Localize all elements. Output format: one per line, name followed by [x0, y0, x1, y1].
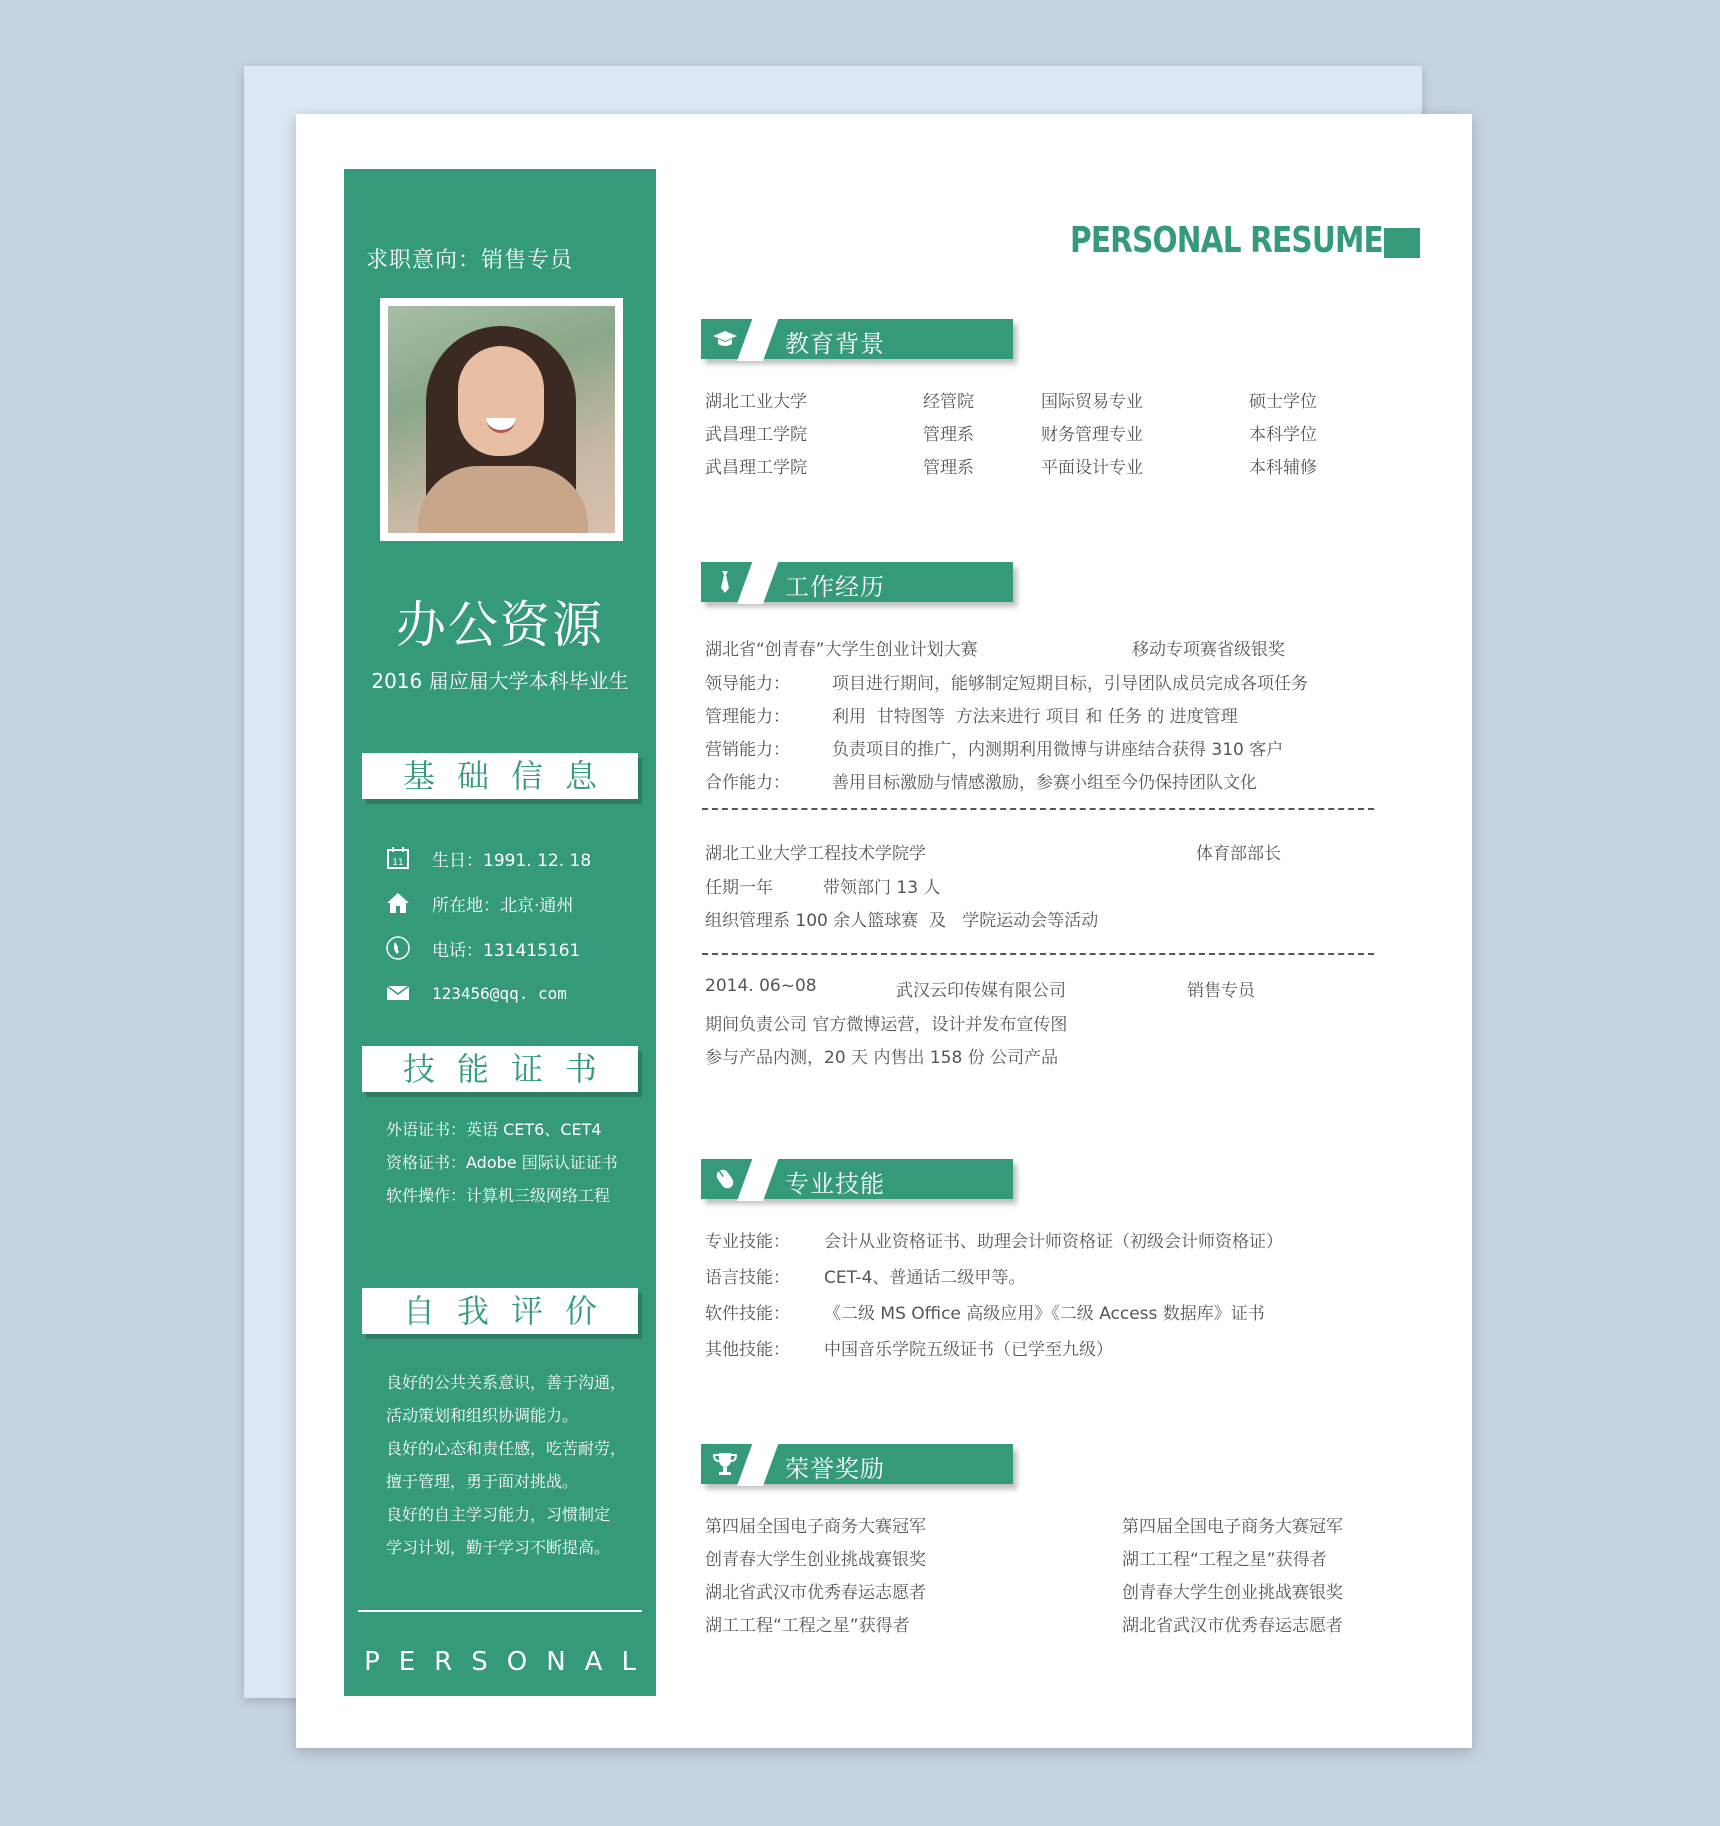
- job3-company: 武汉云印传媒有限公司: [896, 981, 1066, 1001]
- job1-text: 项目进行期间，能够制定短期目标，引导团队成员完成各项任务: [832, 674, 1308, 694]
- sidebar-divider: [358, 1610, 642, 1612]
- birthday-text: 生日：1991. 12. 18: [432, 850, 592, 871]
- honor-item: 湖工工程“工程之星”获得者: [1122, 1550, 1327, 1570]
- email-text: 123456@qq. com: [432, 983, 567, 1003]
- skills-heading: [701, 1159, 1013, 1199]
- skill-label: 语言技能：: [705, 1268, 790, 1288]
- job1-text: 负责项目的推广，内测期利用微博与讲座结合获得 310 客户: [832, 740, 1284, 760]
- location-text: 所在地：北京·通州: [432, 895, 574, 916]
- honors-heading: [701, 1444, 1013, 1484]
- education-heading-text: 教育背景: [785, 330, 885, 358]
- skill-text: 《二级 MS Office 高级应用》《二级 Access 数据库》证书: [824, 1304, 1265, 1324]
- phone-text: 电话：131415161: [432, 940, 581, 961]
- resume-page: [296, 114, 1472, 1748]
- dashed-divider: [702, 953, 1374, 955]
- job1-label: 营销能力：: [705, 740, 790, 760]
- evaluation-line: 良好的心态和责任感，吃苦耐劳，: [386, 1439, 627, 1458]
- edu-school: 武昌理工学院: [705, 425, 807, 445]
- honors-heading-text: 荣誉奖励: [785, 1455, 885, 1483]
- edu-degree: 本科辅修: [1249, 458, 1317, 478]
- self-evaluation-title: 自我评价: [362, 1288, 638, 1334]
- job1-label: 合作能力：: [705, 773, 790, 793]
- evaluation-line: 活动策划和组织协调能力。: [386, 1406, 579, 1425]
- job1-text: 善用目标激励与情感激励，参赛小组至今仍保持团队文化: [832, 773, 1257, 793]
- svg-text:11: 11: [392, 858, 404, 868]
- trophy-icon: [711, 1450, 739, 1478]
- cert-line: 外语证书：英语 CET6、CET4: [386, 1120, 602, 1139]
- honor-item: 创青春大学生创业挑战赛银奖: [705, 1550, 926, 1570]
- honor-item: 第四届全国电子商务大赛冠军: [705, 1517, 926, 1537]
- skill-label: 软件技能：: [705, 1304, 790, 1324]
- skill-text: 中国音乐学院五级证书（已学至九级）: [824, 1340, 1113, 1360]
- email-row: [386, 979, 567, 1007]
- edu-school: 湖北工业大学: [705, 392, 807, 412]
- job2-activities: 组织管理系 100 余人篮球赛 及 学院运动会等活动: [705, 911, 1099, 931]
- resume-title: PERSONAL RESUME: [1070, 220, 1383, 261]
- job2-title: 湖北工业大学工程技术学院学: [705, 844, 926, 864]
- honor-item: 创青春大学生创业挑战赛银奖: [1122, 1583, 1343, 1603]
- evaluation-line: 擅于管理，勇于面对挑战。: [386, 1472, 579, 1491]
- job3-detail: 期间负责公司 官方微博运营，设计并发布宣传图: [705, 1015, 1068, 1035]
- tie-icon: [711, 568, 739, 596]
- honor-item: 湖工工程“工程之星”获得者: [705, 1616, 910, 1636]
- job3-role: 销售专员: [1187, 981, 1255, 1001]
- job1-label: 管理能力：: [705, 707, 790, 727]
- work-heading-text: 工作经历: [785, 573, 885, 601]
- location-row: [386, 889, 573, 917]
- job2-team: 带领部门 13 人: [823, 878, 941, 898]
- dashed-divider: [702, 808, 1374, 810]
- edu-major: 国际贸易专业: [1041, 392, 1143, 412]
- basic-info-title: 基础信息: [362, 753, 638, 799]
- certificates-title: 技能证书: [362, 1046, 638, 1092]
- job1-text: 利用 甘特图等 方法来进行 项目 和 任务 的 进度管理: [832, 707, 1238, 727]
- honor-item: 湖北省武汉市优秀春运志愿者: [1122, 1616, 1343, 1636]
- job-intent: 求职意向：销售专员: [366, 248, 574, 273]
- honor-item: 湖北省武汉市优秀春运志愿者: [705, 1583, 926, 1603]
- cert-line: 软件操作：计算机三级网络工程: [386, 1186, 611, 1205]
- evaluation-line: 良好的自主学习能力，习惯制定: [386, 1505, 611, 1524]
- edu-degree: 本科学位: [1249, 425, 1317, 445]
- home-icon: [386, 891, 410, 915]
- job1-title: 湖北省“创青春”大学生创业计划大赛: [705, 640, 978, 660]
- skill-text: CET-4、普通话二级甲等。: [824, 1268, 1026, 1288]
- graduation-cap-icon: [711, 325, 739, 353]
- evaluation-line: 学习计划，勤于学习不断提高。: [386, 1538, 611, 1557]
- phone-icon: [386, 936, 410, 960]
- portrait: [388, 306, 615, 533]
- education-heading: [701, 319, 1013, 359]
- calendar-icon: [386, 846, 410, 870]
- sidebar: [344, 169, 656, 1696]
- phone-row: [386, 934, 580, 962]
- cert-line: 资格证书：Adobe 国际认证证书: [386, 1153, 618, 1172]
- edu-school: 武昌理工学院: [705, 458, 807, 478]
- job3-date: 2014. 06~08: [705, 976, 817, 996]
- title-square: [1384, 228, 1420, 258]
- job2-term: 任期一年: [705, 878, 773, 898]
- job1-label: 领导能力：: [705, 674, 790, 694]
- edu-degree: 硕士学位: [1249, 392, 1317, 412]
- edu-major: 平面设计专业: [1041, 458, 1143, 478]
- graduate-info: 2016 届应届大学本科毕业生: [371, 669, 629, 693]
- birthday-row: [386, 844, 591, 872]
- candidate-name: 办公资源: [396, 596, 604, 654]
- honor-item: 第四届全国电子商务大赛冠军: [1122, 1517, 1343, 1537]
- sidebar-footer: PERSONAL: [364, 1647, 655, 1677]
- skills-heading-text: 专业技能: [785, 1170, 885, 1198]
- skill-label: 其他技能：: [705, 1340, 790, 1360]
- skill-label: 专业技能：: [705, 1232, 790, 1252]
- evaluation-line: 良好的公共关系意识，善于沟通，: [386, 1373, 627, 1392]
- job1-award: 移动专项赛省级银奖: [1132, 640, 1285, 660]
- job3-detail: 参与产品内测，20 天 内售出 158 份 公司产品: [705, 1048, 1059, 1068]
- edu-dept: 管理系: [923, 458, 974, 478]
- work-heading: [701, 562, 1013, 602]
- mail-icon: [386, 981, 410, 1005]
- edu-major: 财务管理专业: [1041, 425, 1143, 445]
- job2-role: 体育部部长: [1196, 844, 1281, 864]
- edu-dept: 管理系: [923, 425, 974, 445]
- edu-dept: 经管院: [923, 392, 974, 412]
- mouse-icon: [711, 1165, 739, 1193]
- skill-text: 会计从业资格证书、助理会计师资格证（初级会计师资格证）: [824, 1232, 1283, 1252]
- profile-photo: [380, 298, 623, 541]
